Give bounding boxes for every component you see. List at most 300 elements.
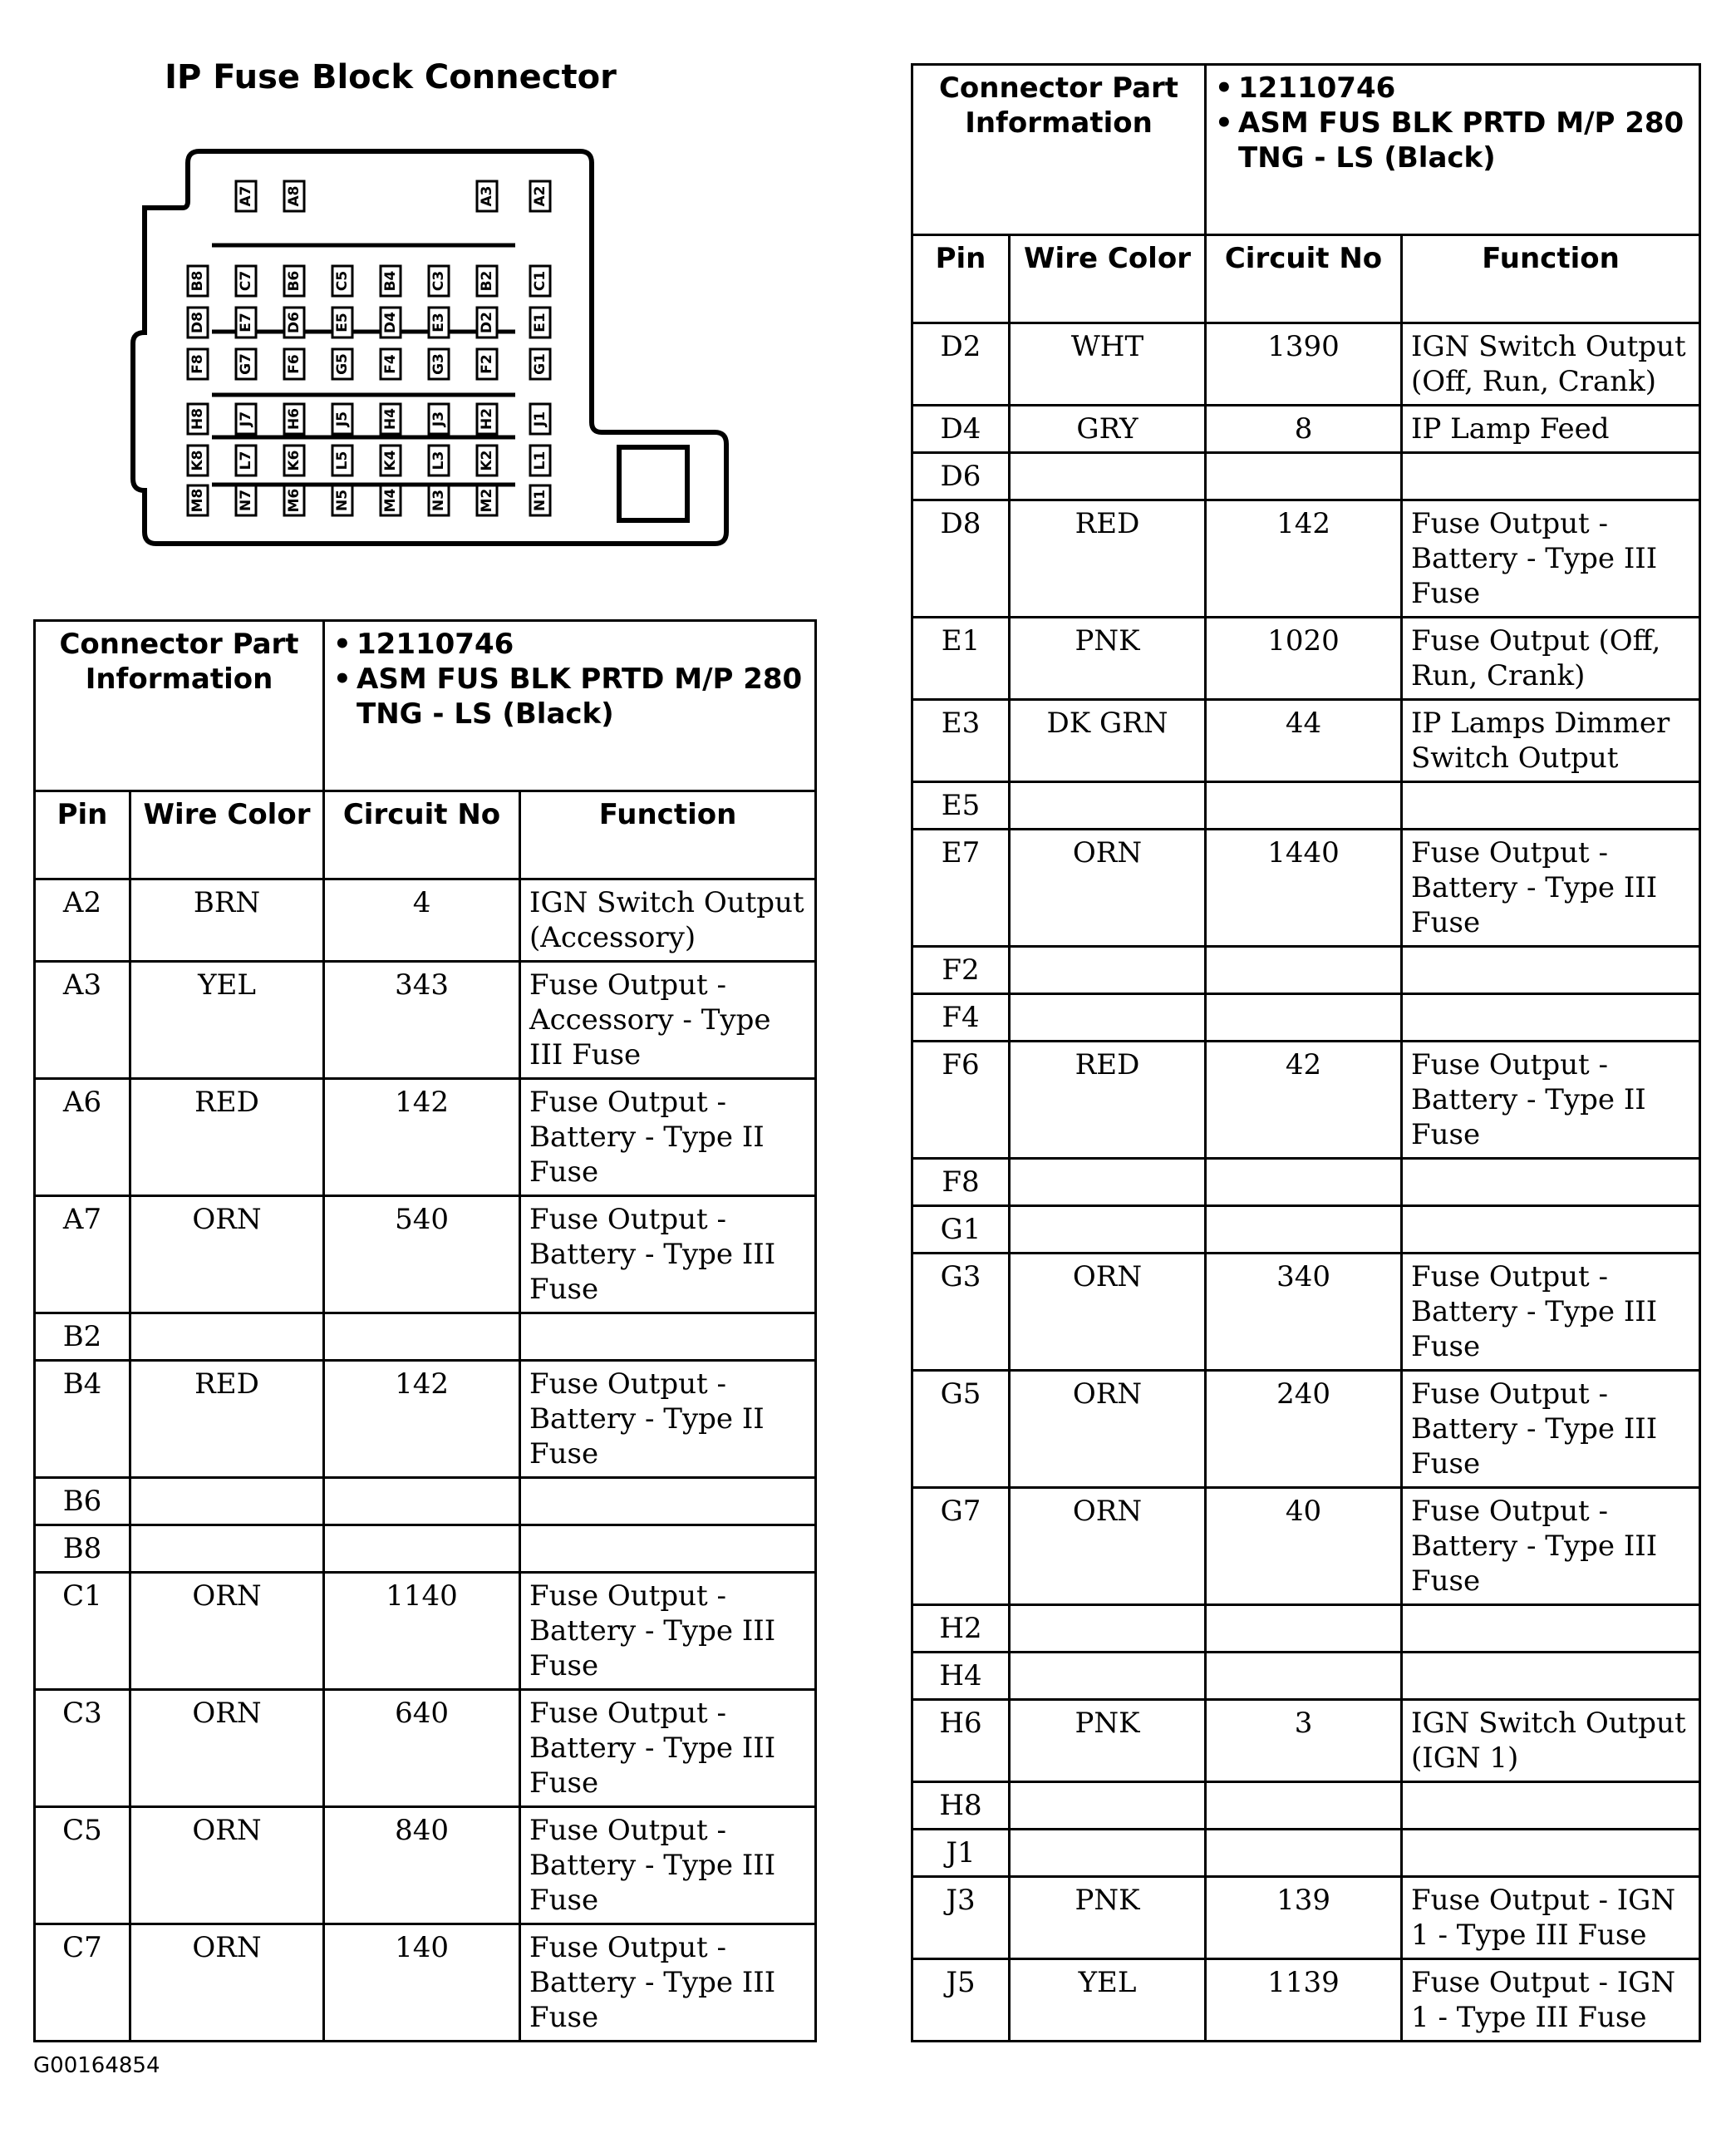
function-cell: Fuse Output - Battery - Type II Fuse [520, 1079, 816, 1196]
circuit-no-cell [1206, 994, 1402, 1042]
pin-cell: E3 [912, 700, 1010, 782]
function-cell: Fuse Output - Battery - Type III Fuse [520, 1196, 816, 1313]
connector-info-label: Connector Part Information [938, 71, 1179, 140]
cavity-label: C5 [334, 270, 351, 292]
fuse-block-connector-diagram [125, 141, 740, 557]
wire-color-cell: PNK [1010, 1700, 1206, 1782]
connector-info-row [912, 65, 1700, 235]
cavity-l3 [429, 446, 449, 475]
wire-color-cell: RED [1010, 1042, 1206, 1159]
cavity-c5 [332, 266, 352, 296]
cavity-j7 [236, 404, 256, 434]
cavity-label: M2 [479, 488, 495, 513]
cavity-label: L5 [334, 451, 351, 470]
table-row [912, 1830, 1700, 1877]
pin-cell: G5 [912, 1371, 1010, 1488]
cavity-f2 [477, 349, 497, 379]
pin-cell: H8 [912, 1782, 1010, 1830]
column-header-pin: Pin [35, 791, 130, 879]
pin-cell: F6 [912, 1042, 1010, 1159]
column-header-wire-color: Wire Color [1010, 235, 1206, 323]
cavity-label: D6 [286, 312, 302, 333]
pin-cell: B8 [35, 1525, 130, 1573]
circuit-no-cell [1206, 453, 1402, 500]
wire-color-cell: ORN [1010, 830, 1206, 947]
pin-cell: C5 [35, 1807, 130, 1924]
function-cell: IP Lamps Dimmer Switch Output [1402, 700, 1700, 782]
function-cell [520, 1313, 816, 1361]
cavity-label: A8 [286, 185, 302, 207]
circuit-no-cell [1206, 1206, 1402, 1254]
function-cell: IGN Switch Output (IGN 1) [1402, 1700, 1700, 1782]
cavity-g7 [236, 349, 256, 379]
cavity-label: G1 [532, 353, 548, 375]
function-cell: Fuse Output - Battery - Type III Fuse [520, 1690, 816, 1807]
cavity-l5 [332, 446, 352, 475]
cavity-h6 [284, 404, 304, 434]
cavity-label: E3 [430, 313, 447, 333]
cavity-label: M6 [286, 488, 302, 513]
cavity-c3 [429, 266, 449, 296]
cavity-label: H2 [479, 407, 495, 431]
circuit-no-cell: 139 [1206, 1877, 1402, 1959]
pin-cell: H4 [912, 1653, 1010, 1700]
cavity-n1 [530, 485, 550, 515]
column-header-pin: Pin [912, 235, 1010, 323]
circuit-no-cell [1206, 947, 1402, 994]
table-row [35, 1313, 816, 1361]
function-cell: Fuse Output - Battery - Type III Fuse [520, 1807, 816, 1924]
function-cell: Fuse Output - Battery - Type III Fuse [1402, 1371, 1700, 1488]
function-cell [1402, 1653, 1700, 1700]
function-cell: IGN Switch Output (Accessory) [520, 879, 816, 962]
table-row [912, 830, 1700, 947]
cavity-label: J1 [532, 411, 548, 427]
table-row [912, 1605, 1700, 1653]
cavity-b2 [477, 266, 497, 296]
pin-cell: F4 [912, 994, 1010, 1042]
circuit-no-cell: 4 [324, 879, 520, 962]
cavity-label: F6 [286, 354, 302, 374]
cavity-k6 [284, 446, 304, 475]
table-row [35, 1690, 816, 1807]
wire-color-cell [130, 1313, 324, 1361]
function-cell: Fuse Output - Battery - Type III Fuse [1402, 1254, 1700, 1371]
wire-color-cell [1010, 1782, 1206, 1830]
function-cell: Fuse Output - Battery - Type III Fuse [520, 1573, 816, 1690]
connector-info-label: Connector Part Information [59, 628, 299, 696]
circuit-no-cell: 1140 [324, 1573, 520, 1690]
cavity-label: D2 [479, 312, 495, 333]
wire-color-cell: PNK [1010, 1877, 1206, 1959]
circuit-no-cell [1206, 1653, 1402, 1700]
cavity-label: E1 [532, 313, 548, 333]
cavity-h2 [477, 404, 497, 434]
circuit-no-cell [1206, 782, 1402, 830]
circuit-no-cell [1206, 1605, 1402, 1653]
circuit-no-cell [324, 1525, 520, 1573]
pin-cell: E7 [912, 830, 1010, 947]
wire-color-cell [1010, 1653, 1206, 1700]
pin-cell: G3 [912, 1254, 1010, 1371]
cavity-j3 [429, 404, 449, 434]
circuit-no-cell: 340 [1206, 1254, 1402, 1371]
table-row [912, 323, 1700, 406]
cavity-h8 [188, 404, 208, 434]
wire-color-cell: ORN [130, 1690, 324, 1807]
column-header-row [35, 791, 816, 879]
cavity-label: G5 [334, 353, 351, 375]
circuit-no-cell: 44 [1206, 700, 1402, 782]
table-row [912, 994, 1700, 1042]
table-row [35, 1924, 816, 2042]
cavity-j5 [332, 404, 352, 434]
wire-color-cell: YEL [1010, 1959, 1206, 2042]
cavity-e1 [530, 308, 550, 337]
column-header-circuit-no: Circuit No [324, 791, 520, 879]
pin-cell: A7 [35, 1196, 130, 1313]
function-cell: IGN Switch Output (Off, Run, Crank) [1402, 323, 1700, 406]
pin-cell: G7 [912, 1488, 1010, 1605]
function-cell: Fuse Output - Accessory - Type III Fuse [520, 962, 816, 1079]
cavity-b6 [284, 266, 304, 296]
circuit-no-cell: 240 [1206, 1371, 1402, 1488]
column-header-row [912, 235, 1700, 323]
pin-cell: J3 [912, 1877, 1010, 1959]
circuit-no-cell [1206, 1159, 1402, 1206]
cavity-label: N5 [334, 489, 351, 512]
table-row [35, 1807, 816, 1924]
cavity-j1 [530, 404, 550, 434]
cavity-label: F4 [382, 354, 399, 374]
wire-color-cell: ORN [130, 1573, 324, 1690]
wire-color-cell [1010, 994, 1206, 1042]
cavity-label: F2 [479, 354, 495, 374]
wire-color-cell: RED [1010, 500, 1206, 618]
table-row [912, 1959, 1700, 2042]
pin-cell: G1 [912, 1206, 1010, 1254]
cavity-l7 [236, 446, 256, 475]
function-cell: Fuse Output - Battery - Type III Fuse [1402, 500, 1700, 618]
circuit-no-cell [1206, 1782, 1402, 1830]
wire-color-cell: RED [130, 1079, 324, 1196]
pin-cell: J5 [912, 1959, 1010, 2042]
function-cell [1402, 994, 1700, 1042]
cavity-label: L7 [238, 451, 254, 470]
table-row [912, 1159, 1700, 1206]
cavity-k2 [477, 446, 497, 475]
pin-cell: F2 [912, 947, 1010, 994]
pin-cell: C3 [35, 1690, 130, 1807]
cavity-m6 [284, 485, 304, 515]
circuit-no-cell: 1139 [1206, 1959, 1402, 2042]
column-header-wire-color: Wire Color [130, 791, 324, 879]
cavity-label: M4 [382, 488, 399, 513]
cavity-label: B8 [189, 270, 206, 292]
cavity-d4 [381, 308, 401, 337]
cavity-b4 [381, 266, 401, 296]
cavity-grid [188, 181, 550, 515]
cavity-label: H4 [382, 407, 399, 431]
table-row [912, 1042, 1700, 1159]
circuit-no-cell [324, 1478, 520, 1525]
pin-cell: E1 [912, 618, 1010, 700]
figure-id: G00164854 [33, 2053, 160, 2078]
cavity-n3 [429, 485, 449, 515]
cavity-label: N7 [238, 489, 254, 512]
cavity-label: B6 [286, 270, 302, 292]
table-row [912, 453, 1700, 500]
function-cell [1402, 1605, 1700, 1653]
pin-cell: C1 [35, 1573, 130, 1690]
circuit-no-cell: 142 [1206, 500, 1402, 618]
cavity-f6 [284, 349, 304, 379]
wire-color-cell: ORN [130, 1196, 324, 1313]
cavity-label: E5 [334, 313, 351, 333]
function-cell [1402, 1206, 1700, 1254]
wire-color-cell [1010, 1605, 1206, 1653]
cavity-label: C1 [532, 270, 548, 292]
table-row [912, 1254, 1700, 1371]
table-row [912, 618, 1700, 700]
function-cell: Fuse Output - Battery - Type III Fuse [1402, 1488, 1700, 1605]
cavity-label: N1 [532, 489, 548, 512]
cavity-label: A2 [532, 185, 548, 207]
function-cell [520, 1525, 816, 1573]
cavity-label: K4 [382, 450, 399, 471]
cavity-h4 [381, 404, 401, 434]
cavity-a8 [284, 181, 304, 211]
cavity-a7 [236, 181, 256, 211]
function-cell: Fuse Output (Off, Run, Crank) [1402, 618, 1700, 700]
left-pinout-table [33, 619, 817, 2042]
function-cell [1402, 1159, 1700, 1206]
cavity-label: D4 [382, 312, 399, 333]
part-description: • ASM FUS BLK PRTD M/P 280 TNG - LS (Black) [1215, 106, 1690, 175]
cavity-label: G3 [430, 353, 447, 375]
wire-color-cell [1010, 1206, 1206, 1254]
function-cell: Fuse Output - IGN 1 - Type III Fuse [1402, 1877, 1700, 1959]
table-row [35, 1196, 816, 1313]
circuit-no-cell: 8 [1206, 406, 1402, 453]
diagram-title: IP Fuse Block Connector [165, 58, 617, 96]
table-row [912, 1782, 1700, 1830]
cavity-n5 [332, 485, 352, 515]
wire-color-cell [1010, 947, 1206, 994]
wire-color-cell: GRY [1010, 406, 1206, 453]
column-header-function: Function [520, 791, 816, 879]
pin-cell: D8 [912, 500, 1010, 618]
wire-color-cell: ORN [130, 1807, 324, 1924]
wire-color-cell: ORN [1010, 1254, 1206, 1371]
wire-color-cell [1010, 1159, 1206, 1206]
pin-cell: A6 [35, 1079, 130, 1196]
table-row [912, 947, 1700, 994]
cavity-d2 [477, 308, 497, 337]
cavity-label: N3 [430, 489, 447, 512]
cavity-d8 [188, 308, 208, 337]
table-row [912, 500, 1700, 618]
wire-color-cell: BRN [130, 879, 324, 962]
pin-cell: D6 [912, 453, 1010, 500]
cavity-label: K8 [189, 450, 206, 471]
function-cell: Fuse Output - Battery - Type III Fuse [520, 1924, 816, 2042]
cavity-b8 [188, 266, 208, 296]
circuit-no-cell: 140 [324, 1924, 520, 2042]
cavity-label: H6 [286, 407, 302, 431]
function-cell: Fuse Output - Battery - Type II Fuse [520, 1361, 816, 1478]
function-cell: Fuse Output - Battery - Type II Fuse [1402, 1042, 1700, 1159]
wire-color-cell [130, 1525, 324, 1573]
cavity-f8 [188, 349, 208, 379]
part-number: • 12110746 [333, 627, 806, 662]
cavity-l1 [530, 446, 550, 475]
circuit-no-cell: 40 [1206, 1488, 1402, 1605]
circuit-no-cell: 142 [324, 1079, 520, 1196]
cavity-label: C3 [430, 270, 447, 292]
table-row [912, 700, 1700, 782]
wire-color-cell: DK GRN [1010, 700, 1206, 782]
wire-color-cell: RED [130, 1361, 324, 1478]
cavity-label: K6 [286, 450, 302, 471]
cavity-f4 [381, 349, 401, 379]
function-cell: IP Lamp Feed [1402, 406, 1700, 453]
pin-cell: J1 [912, 1830, 1010, 1877]
pin-cell: C7 [35, 1924, 130, 2042]
function-cell [1402, 1830, 1700, 1877]
pin-cell: B2 [35, 1313, 130, 1361]
cavity-k8 [188, 446, 208, 475]
column-header-function: Function [1402, 235, 1700, 323]
cavity-m8 [188, 485, 208, 515]
table-row [35, 962, 816, 1079]
circuit-no-cell: 640 [324, 1690, 520, 1807]
cavity-label: A3 [479, 185, 495, 207]
table-row [912, 406, 1700, 453]
table-row [912, 1371, 1700, 1488]
pin-cell: H6 [912, 1700, 1010, 1782]
table-row [912, 1488, 1700, 1605]
wire-color-cell: WHT [1010, 323, 1206, 406]
function-cell: Fuse Output - Battery - Type III Fuse [1402, 830, 1700, 947]
connector-key-square [619, 447, 687, 520]
wire-color-cell: ORN [1010, 1371, 1206, 1488]
table-row [912, 1206, 1700, 1254]
cavity-m2 [477, 485, 497, 515]
cavity-k4 [381, 446, 401, 475]
table-row [912, 782, 1700, 830]
table-row [35, 1079, 816, 1196]
cavity-label: L1 [532, 451, 548, 470]
table-row [35, 1478, 816, 1525]
circuit-no-cell: 840 [324, 1807, 520, 1924]
circuit-no-cell: 3 [1206, 1700, 1402, 1782]
circuit-no-cell: 1390 [1206, 323, 1402, 406]
circuit-no-cell [324, 1313, 520, 1361]
cavity-g3 [429, 349, 449, 379]
circuit-no-cell: 1440 [1206, 830, 1402, 947]
cavity-label: J5 [334, 411, 351, 427]
table-row [35, 1361, 816, 1478]
pin-cell: B6 [35, 1478, 130, 1525]
pin-cell: A2 [35, 879, 130, 962]
circuit-no-cell: 142 [324, 1361, 520, 1478]
table-row [35, 1573, 816, 1690]
cavity-label: L3 [430, 451, 447, 470]
circuit-no-cell: 1020 [1206, 618, 1402, 700]
pin-cell: E5 [912, 782, 1010, 830]
cavity-label: K2 [479, 450, 495, 471]
part-description: • ASM FUS BLK PRTD M/P 280 TNG - LS (Black) [333, 662, 806, 732]
cavity-label: J3 [430, 411, 447, 427]
cavity-label: B2 [479, 270, 495, 292]
cavity-e7 [236, 308, 256, 337]
wire-color-cell [1010, 782, 1206, 830]
cavity-a3 [477, 181, 497, 211]
pin-cell: B4 [35, 1361, 130, 1478]
wire-color-cell: ORN [130, 1924, 324, 2042]
wire-color-cell: PNK [1010, 618, 1206, 700]
cavity-label: E7 [238, 313, 254, 333]
cavity-e3 [429, 308, 449, 337]
wire-color-cell [1010, 453, 1206, 500]
circuit-no-cell [1206, 1830, 1402, 1877]
wire-color-cell: ORN [1010, 1488, 1206, 1605]
function-cell [1402, 782, 1700, 830]
cavity-e5 [332, 308, 352, 337]
cavity-d6 [284, 308, 304, 337]
circuit-no-cell: 42 [1206, 1042, 1402, 1159]
function-cell [520, 1478, 816, 1525]
wire-color-cell: YEL [130, 962, 324, 1079]
cavity-a2 [530, 181, 550, 211]
cavity-label: B4 [382, 270, 399, 292]
function-cell [1402, 947, 1700, 994]
pin-cell: D4 [912, 406, 1010, 453]
cavity-c1 [530, 266, 550, 296]
pin-cell: A3 [35, 962, 130, 1079]
pin-cell: H2 [912, 1605, 1010, 1653]
cavity-g5 [332, 349, 352, 379]
cavity-label: H8 [189, 407, 206, 431]
function-cell [1402, 453, 1700, 500]
cavity-g1 [530, 349, 550, 379]
cavity-label: D8 [189, 312, 206, 333]
function-cell [1402, 1782, 1700, 1830]
connector-info-row [35, 621, 816, 791]
circuit-no-cell: 540 [324, 1196, 520, 1313]
column-header-circuit-no: Circuit No [1206, 235, 1402, 323]
cavity-label: J7 [238, 411, 254, 427]
circuit-no-cell: 343 [324, 962, 520, 1079]
table-row [912, 1653, 1700, 1700]
cavity-n7 [236, 485, 256, 515]
right-pinout-table [911, 63, 1701, 2042]
table-row [912, 1700, 1700, 1782]
cavity-c7 [236, 266, 256, 296]
part-number: • 12110746 [1215, 71, 1690, 106]
table-row [35, 1525, 816, 1573]
pin-cell: D2 [912, 323, 1010, 406]
cavity-label: F8 [189, 354, 206, 374]
table-row [35, 879, 816, 962]
wire-color-cell [130, 1478, 324, 1525]
table-row [912, 1877, 1700, 1959]
cavity-m4 [381, 485, 401, 515]
cavity-label: C7 [238, 270, 254, 292]
function-cell: Fuse Output - IGN 1 - Type III Fuse [1402, 1959, 1700, 2042]
cavity-label: G7 [238, 353, 254, 375]
